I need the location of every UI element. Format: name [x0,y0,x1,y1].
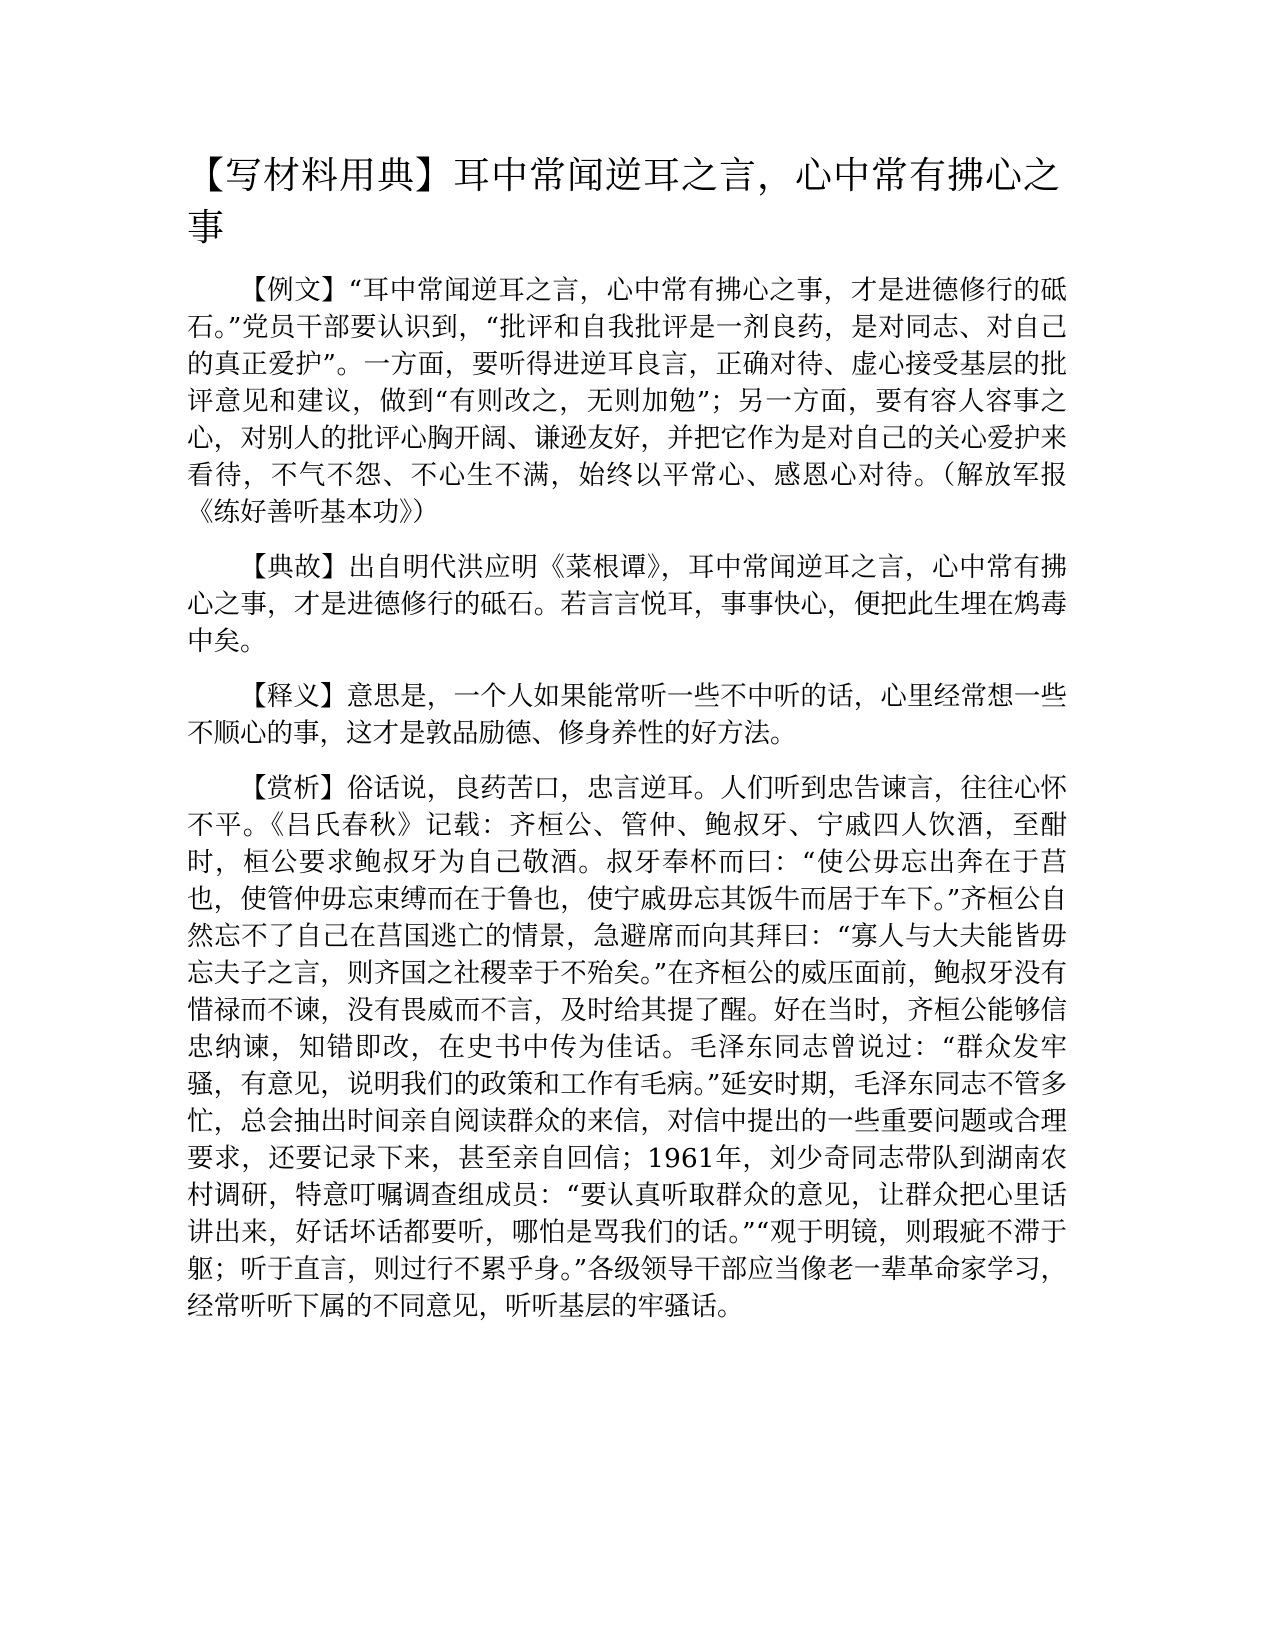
paragraph-text: “耳中常闻逆耳之言，心中常有拂心之事，才是进德修行的砥石。”党员干部要认识到，“批评和自我批评是一剂良药，是对同志、对自己的真正爱护”。一方面，要听得进逆耳良言，正确对待、虚心接受基层的批评意见和建议，做到“有则改之，无则加勉”；另一方面，要有容人容事之心，对别人的批评心胸开阔、谦逊友好，并把它作为是对自己的关心爱护来看待，不气不怨、不心生不满，始终以平常心、感恩心对待。（解放军报《练好善听基本功》） [187,275,1067,528]
paragraph-text: 意思是，一个人如果能常听一些不中听的话，心里经常想一些不顺心的事，这才是敦品励德、修身养性的好方法。 [187,681,1068,749]
document-page [187,150,1067,1343]
paragraph-tag: 【例文】 [240,275,349,306]
paragraph-allusion [187,549,1067,660]
paragraph-meaning [187,678,1067,752]
paragraph-text: 出自明代洪应明《菜根谭》，耳中常闻逆耳之言，心中常有拂心之事，才是进德修行的砥石。若言言悦耳，事事快心，便把此生埋在鸩毒中矣。 [187,552,1067,657]
paragraph-example [187,272,1067,531]
paragraph-text: 俗话说，良药苦口，忠言逆耳。人们听到忠告谏言，往往心怀不平。《吕氏春秋》记载：齐桓公、管仲、鲍叔牙、宁戚四人饮酒，至酣时，桓公要求鲍叔牙为自己敬酒。叔牙奉杯而曰：“使公毋忘出奔在于莒也，使管仲毋忘束缚而在于鲁也，使宁戚毋忘其饭牛而居于车下。”齐桓公自然忘不了自己在莒国逃亡的情景，急避席而向其拜曰：“寡人与大夫能皆毋忘夫子之言，则齐国之社稷幸于不殆矣。”在齐桓公的威压面前，鲍叔牙没有惜禄而不谏，没有畏威而不言，及时给其提了醒。好在当时，齐桓公能够信忠纳谏，知错即改，在史书中传为佳话。毛泽东同志曾说过：“群众发牢骚，有意见，说明我们的政策和工作有毛病。”延安时期，毛泽东同志不管多忙，总会抽出时间亲自阅读群众的来信，对信中提出的一些重要问题或合理要求，还要记录下来，甚至亲自回信；1961年，刘少奇同志带队到湖南农村调研，特意叮嘱调查组成员：“要认真听取群众的意见，让群众把心里话讲出来，好话坏话都要听，哪怕是骂我们的话。”“观于明镜，则瑕疵不滞于躯；听于直言，则过行不累乎身。”各级领导干部应当像老一辈革命家学习，经常听听下属的不同意见，听听基层的牢骚话。 [187,773,1068,1322]
paragraph-tag: 【释义】 [240,681,347,712]
paragraph-appreciation [187,770,1067,1325]
paragraph-tag: 【典故】 [240,552,349,583]
paragraph-tag: 【赏析】 [240,773,347,804]
document-title: 【写材料用典】耳中常闻逆耳之言，心中常有拂心之事 [187,154,1061,249]
